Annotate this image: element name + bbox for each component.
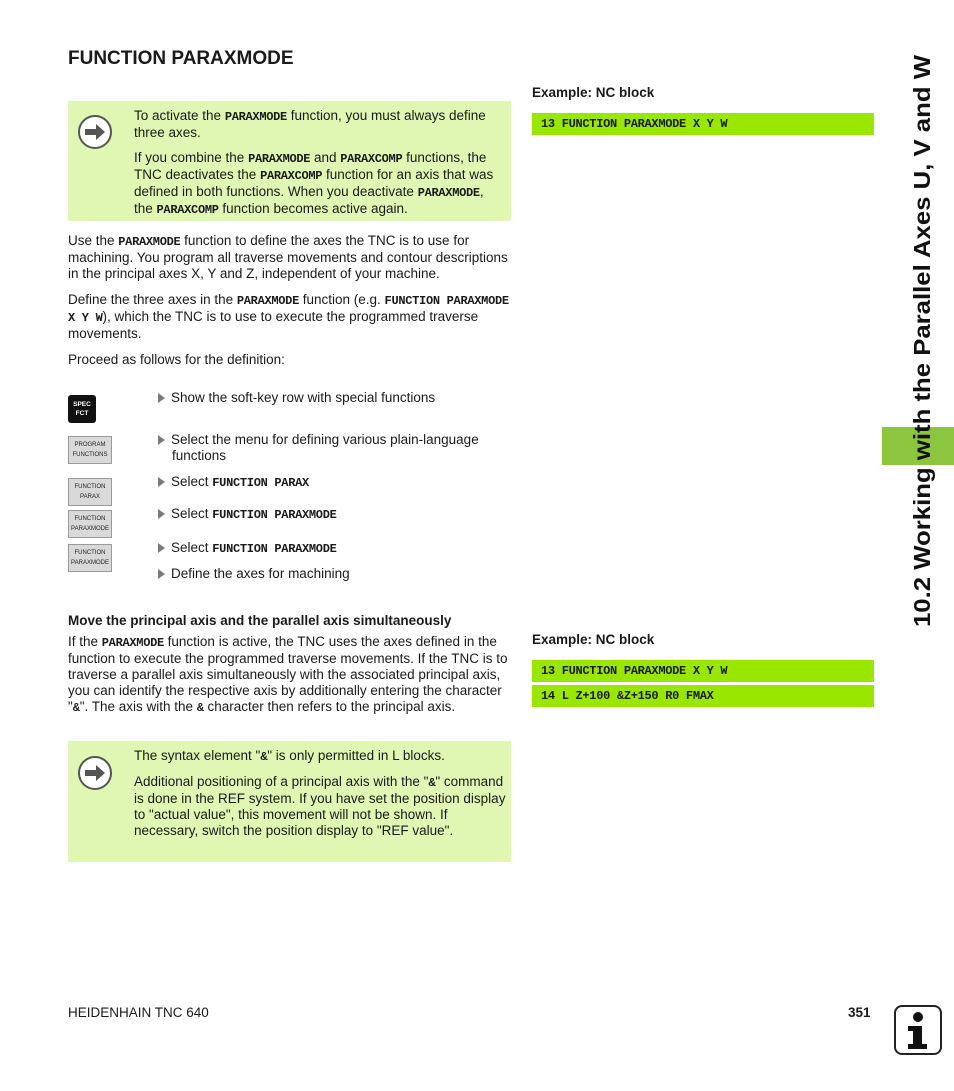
nc-block-line: 13 FUNCTION PARAXMODE X Y W (532, 660, 874, 682)
nc-block-line: 14 L Z+100 &Z+150 R0 FMAX (532, 685, 874, 707)
softkey-function-paraxmode-1[interactable]: FUNCTION PARAXMODE (68, 510, 112, 538)
section-heading: Move the principal axis and the parallel axis simultaneously (68, 613, 452, 628)
step-4: Select FUNCTION PARAXMODE (158, 506, 508, 523)
note-box-1 (68, 101, 511, 221)
triangle-bullet-icon (158, 393, 165, 403)
section2-paragraph: If the PARAXMODE function is active, the TNC uses the axes defined in the function to execute the programmed traverse movements. If the TNC is to traverse a parallel axis simultaneously with the associated principal axis, you can identify the respective axis by additionally entering the character "&". The axis with the & character then refers to the principal axis. (68, 634, 508, 715)
footer-product: HEIDENHAIN TNC 640 (68, 1005, 209, 1020)
step-1: Show the soft-key row with special functions (158, 390, 508, 406)
triangle-bullet-icon (158, 477, 165, 487)
step-3: Select FUNCTION PARAX (158, 474, 508, 491)
arrow-right-icon (78, 756, 112, 790)
note1-paragraph-1: To activate the PARAXMODE function, you must always define three axes. (134, 108, 486, 140)
step-6: Define the axes for machining (158, 566, 508, 582)
page-title: FUNCTION PARAXMODE (68, 48, 294, 69)
note2-paragraph-2: Additional positioning of a principal axis with the "&" command is done in the REF system. If you have set the position display to "actual value", this movement will not be shown. If necessary, switch the position display to "REF value". (134, 774, 506, 838)
arrow-right-icon (78, 115, 112, 149)
example-label-2: Example: NC block (532, 632, 655, 647)
intro-paragraph-3: Proceed as follows for the definition: (68, 352, 285, 367)
nc-block-line: 13 FUNCTION PARAXMODE X Y W (532, 113, 874, 135)
triangle-bullet-icon (158, 543, 165, 553)
spec-fct-key[interactable]: SPEC FCT (68, 395, 96, 423)
triangle-bullet-icon (158, 435, 165, 445)
softkey-function-paraxmode-2[interactable]: FUNCTION PARAXMODE (68, 544, 112, 572)
triangle-bullet-icon (158, 569, 165, 579)
note-box-2 (68, 741, 511, 862)
triangle-bullet-icon (158, 509, 165, 519)
note1-paragraph-2: If you combine the PARAXMODE and PARAXCOMP functions, the TNC deactivates the PARAXCOMP function for an axis that was defined in both functions. When you deactivate PARAXMODE, the PARAXCOMP function becomes active again. (134, 150, 494, 217)
step-5: Select FUNCTION PARAXMODE (158, 540, 508, 557)
info-icon (894, 1005, 942, 1055)
example-label-1: Example: NC block (532, 85, 655, 100)
page-number: 351 (848, 1005, 871, 1020)
intro-paragraph-2: Define the three axes in the PARAXMODE function (e.g. FUNCTION PARAXMODE X Y W), which the TNC is to use to execute the programmed traverse movements. (68, 292, 509, 341)
intro-paragraph-1: Use the PARAXMODE function to define the axes the TNC is to use for machining. You program all traverse movements and contour descriptions in the principal axes X, Y and Z, independent of your machine. (68, 233, 508, 281)
note2-paragraph-1: The syntax element "&" is only permitted in L blocks. (134, 748, 445, 764)
svg-text:10.2 Working with the Parallel: 10.2 Working with the Parallel Axes U, V and W (909, 104, 935, 627)
step-2: Select the menu for defining various plain-language functions (158, 432, 512, 464)
softkey-function-parax[interactable]: FUNCTION PARAX (68, 478, 112, 506)
side-chapter-title (898, 52, 948, 627)
softkey-program-functions[interactable]: PROGRAM FUNCTIONS (68, 436, 112, 464)
